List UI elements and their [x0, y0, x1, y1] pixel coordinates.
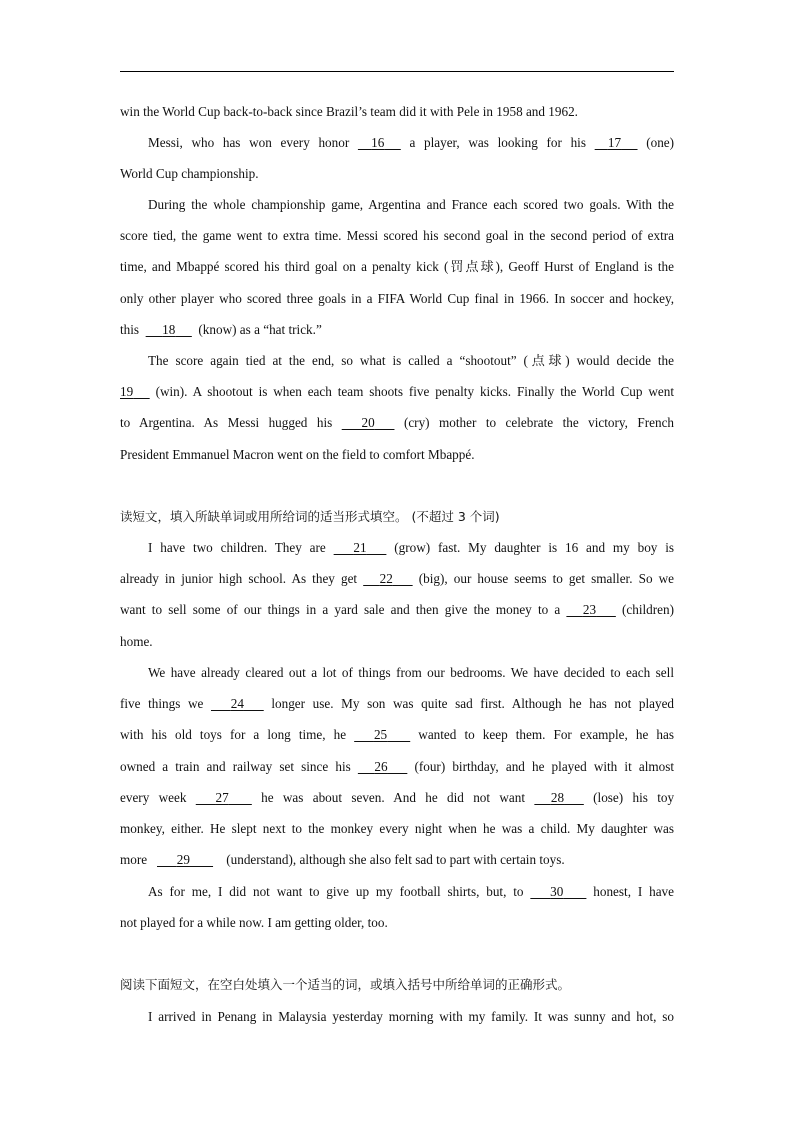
s2-line-13: not played for a while now. I am getting older, too. [120, 915, 388, 930]
s2-line-12: As for me, I did not want to give up my football shirts, but, to 30 honest, I have [148, 882, 674, 902]
p1-line-4: During the whole championship game, Argentina and France each scored two goals. With the [148, 197, 674, 212]
p1-line-5: score tied, the game went to extra time. Messi scored his second goal in the second period of extra [120, 228, 674, 243]
s2-line-1: I have two children. They are 21 (grow) fast. My daughter is 16 and my boy is [148, 538, 674, 558]
p1-line-2: Messi, who has won every honor 16 a player, was looking for his 17 (one) [148, 133, 674, 153]
p1-line-12: President Emmanuel Macron went on the field to comfort Mbappé. [120, 447, 475, 462]
s2-line-5: We have already cleared out a lot of things from our bedrooms. We have decided to each sell [148, 665, 674, 680]
s2-line-7: with his old toys for a long time, he 25 wanted to keep them. For example, he has [120, 725, 674, 745]
blank-28[interactable]: 28 [550, 790, 565, 805]
s2-line-6: five things we 24 longer use. My son was quite sad first. Although he has not played [120, 694, 674, 714]
header-rule [120, 71, 674, 72]
p1-line-7: only other player who scored three goals in a FIFA World Cup final in 1966. In soccer and hockey, [120, 291, 674, 306]
section-2-instruction: 读短文，填入所缺单词或用所给词的适当形式填空。 (不超过 3 个词) [120, 509, 500, 524]
blank-20[interactable]: 20 [361, 415, 375, 430]
p1-line-3: World Cup championship. [120, 166, 259, 181]
s2-line-2: already in junior high school. As they get 22 (big), our house seems to get smaller. So we [120, 569, 674, 589]
p1-line-1: win the World Cup back-to-back since Brazil’s team did it with Pele in 1958 and 1962. [120, 104, 578, 119]
blank-24[interactable]: 24 [230, 696, 244, 711]
blank-27[interactable]: 27 [215, 790, 229, 805]
blank-18[interactable]: 18 [162, 322, 176, 337]
blank-30[interactable]: 30 [550, 884, 564, 899]
p1-line-9: The score again tied at the end, so what is called a “shootout” (点球) would decide the [148, 353, 674, 368]
blank-25[interactable]: 25 [373, 727, 388, 742]
blank-22[interactable]: 22 [379, 571, 393, 586]
s2-line-8: owned a train and railway set since his 26 (four) birthday, and he played with it almost [120, 757, 674, 777]
blank-21[interactable]: 21 [353, 540, 367, 555]
s2-line-4: home. [120, 634, 153, 649]
section-3-instruction: 阅读下面短文，在空白处填入一个适当的词，或填入括号中所给单词的正确形式。 [120, 977, 571, 992]
blank-19[interactable]: 19 [120, 384, 134, 399]
blank-26[interactable]: 26 [374, 759, 388, 774]
blank-16[interactable]: 16 [371, 135, 385, 150]
blank-23[interactable]: 23 [582, 602, 597, 617]
p1-line-8: this 18 (know) as a “hat trick.” [120, 320, 674, 340]
s2-line-10: monkey, either. He slept next to the monkey every night when he was a child. My daughter was [120, 821, 674, 836]
s3-line-1: I arrived in Penang in Malaysia yesterday morning with my family. It was sunny and hot, so [148, 1009, 674, 1024]
s2-line-9: every week 27 he was about seven. And he did not want 28 (lose) his toy [120, 788, 674, 808]
s2-line-3: want to sell some of our things in a yard sale and then give the money to a 23 (children) [120, 600, 674, 620]
s2-line-11: more 29 (understand), although she also felt sad to part with certain toys. [120, 850, 674, 870]
blank-17[interactable]: 17 [607, 135, 622, 150]
p1-line-6: time, and Mbappé scored his third goal on a penalty kick (罚点球), Geoff Hurst of England is the [120, 259, 674, 274]
p1-line-11: to Argentina. As Messi hugged his 20 (cry) mother to celebrate the victory, French [120, 413, 674, 433]
blank-29[interactable]: 29 [176, 852, 190, 867]
p1-line-10: 19 (win). A shootout is when each team shoots five penalty kicks. Finally the World Cup went [120, 382, 674, 402]
